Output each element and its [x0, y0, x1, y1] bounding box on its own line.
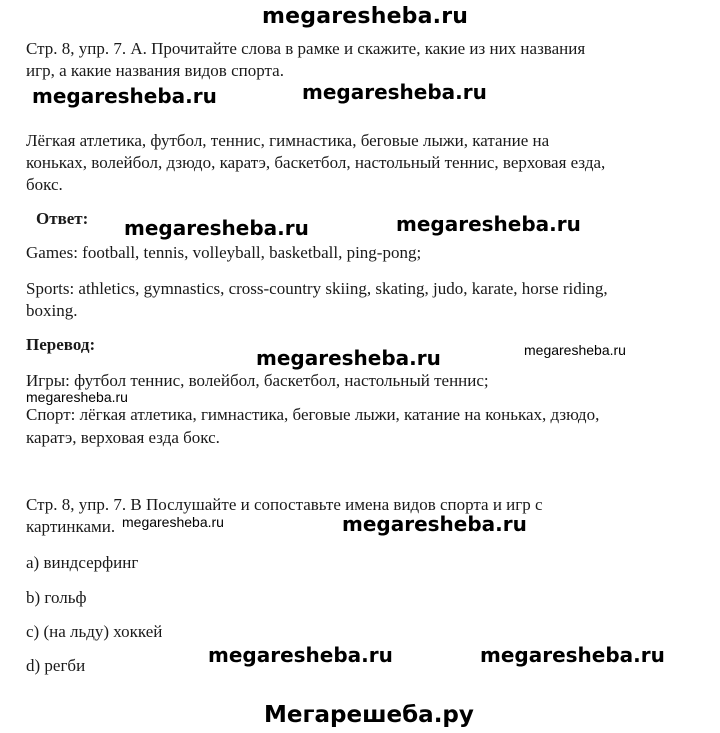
footer-brand: Мегарешеба.ру — [264, 702, 474, 728]
watermark: megaresheba.ru — [342, 512, 527, 536]
watermark: megaresheba.ru — [480, 643, 665, 667]
translation-label: Перевод: — [26, 335, 96, 354]
task-a-title-line-2: игр, а какие названия видов спорта. — [26, 61, 284, 80]
watermark: megaresheba.ru — [26, 389, 128, 405]
watermark: megaresheba.ru — [208, 643, 393, 667]
translation-sports-line-2: каратэ, верховая езда бокс. — [26, 428, 220, 447]
answer-sports-line-2: boxing. — [26, 301, 78, 320]
task-b-item-b: b) гольф — [26, 588, 87, 607]
task-a-words-line-2: коньках, волейбол, дзюдо, каратэ, баскетбол, настольный теннис, верховая езда, — [26, 153, 606, 172]
translation-games: Игры: футбол теннис, волейбол, баскетбол, настольный теннис; — [26, 371, 489, 390]
watermark: megaresheba.ru — [302, 80, 487, 104]
task-a-words-line-1: Лёгкая атлетика, футбол, теннис, гимнастика, беговые лыжи, катание на — [26, 131, 550, 150]
task-b-item-d: d) регби — [26, 656, 86, 675]
task-a-words-line-3: бокс. — [26, 175, 63, 194]
watermark: megaresheba.ru — [122, 514, 224, 530]
task-b-item-a: a) виндсерфинг — [26, 553, 139, 572]
translation-sports-line-1: Спорт: лёгкая атлетика, гимнастика, беговые лыжи, катание на коньках, дзюдо, — [26, 405, 600, 424]
answer-label: Ответ: — [36, 209, 89, 228]
watermark: megaresheba.ru — [124, 216, 309, 240]
task-a-title-line-1: Стр. 8, упр. 7. А. Прочитайте слова в рамке и скажите, какие из них названия — [26, 39, 586, 58]
task-b-item-c: c) (на льду) хоккей — [26, 622, 163, 641]
watermark: megaresheba.ru — [32, 84, 217, 108]
watermark: megaresheba.ru — [256, 346, 441, 370]
answer-games: Games: football, tennis, volleyball, basketball, ping-pong; — [26, 243, 422, 262]
task-b-title-line-2: картинками. — [26, 517, 116, 536]
watermark: megaresheba.ru — [524, 342, 626, 358]
watermark: megaresheba.ru — [396, 212, 581, 236]
header-watermark: megaresheba.ru — [262, 4, 469, 29]
answer-sports-line-1: Sports: athletics, gymnastics, cross-country skiing, skating, judo, karate, horse riding, — [26, 279, 608, 298]
task-b-title-line-1: Стр. 8, упр. 7. В Послушайте и сопоставьте имена видов спорта и игр с — [26, 495, 543, 514]
